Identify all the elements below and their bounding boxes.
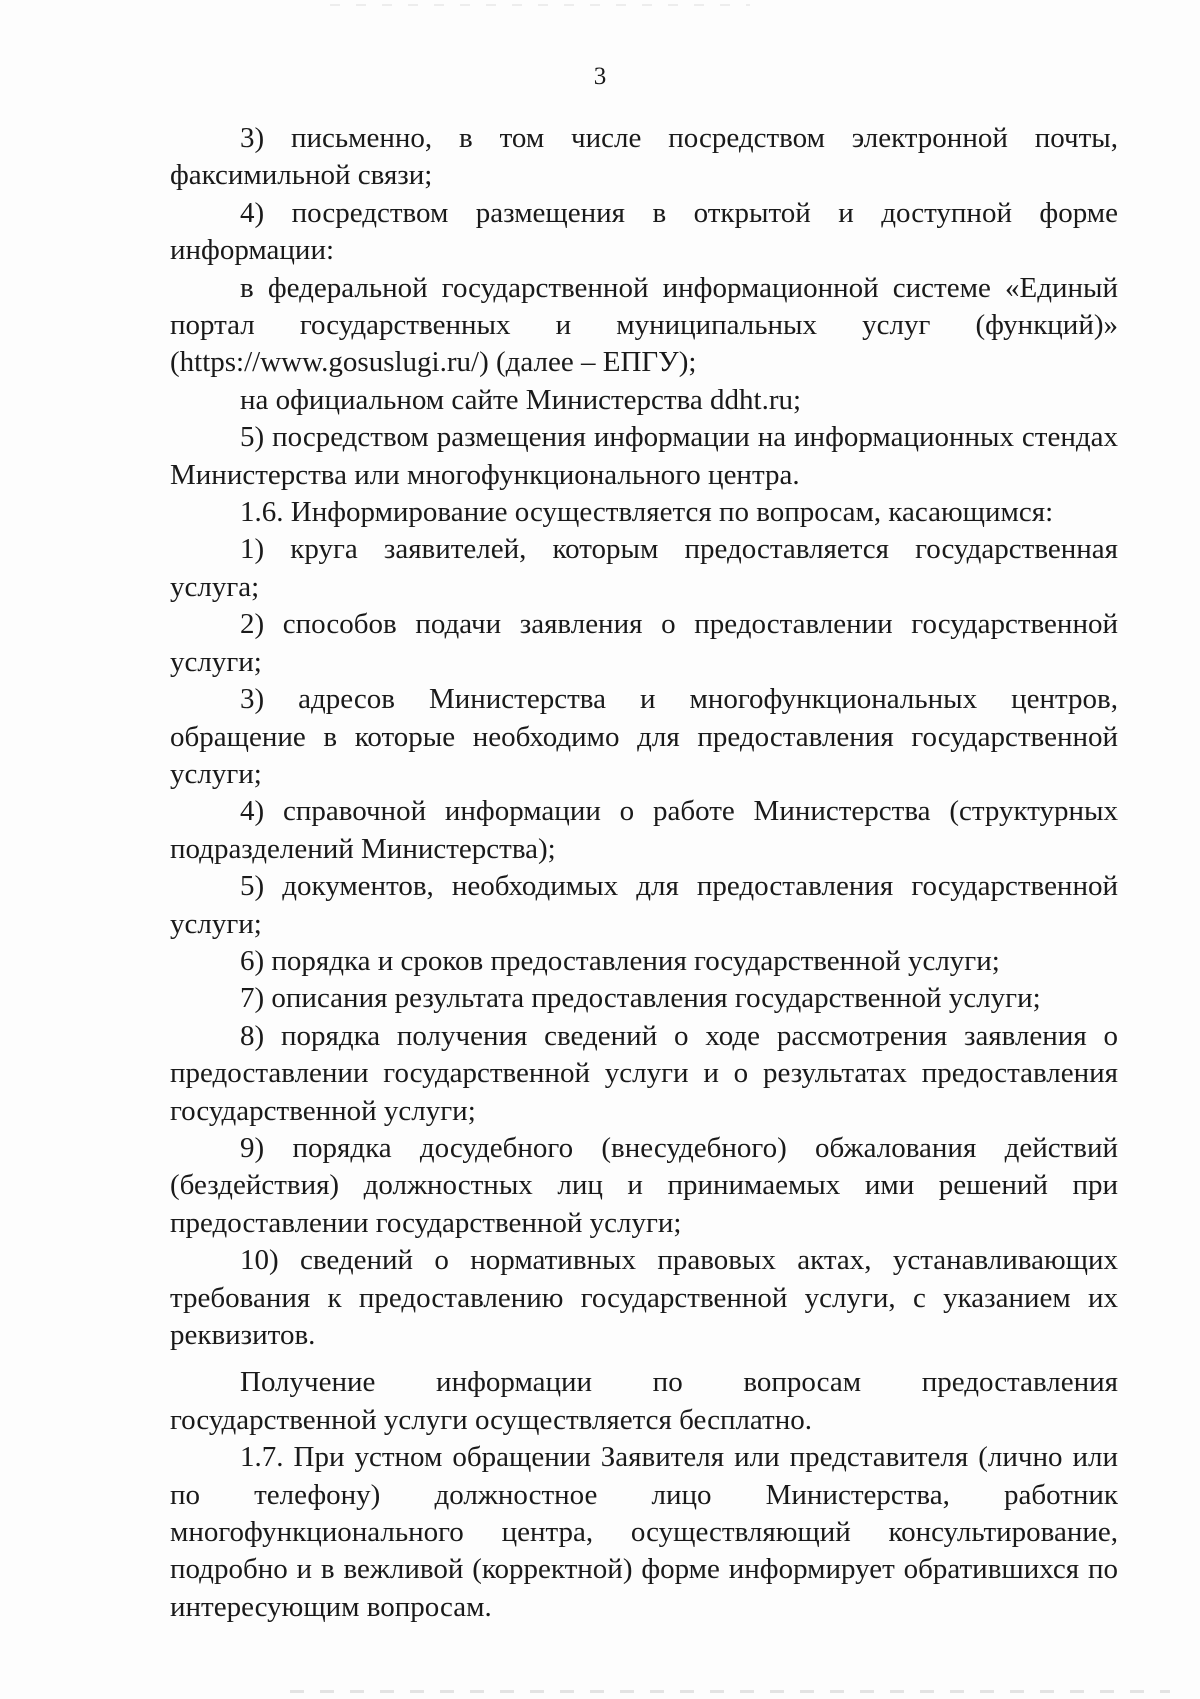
paragraph-official-site: на официальном сайте Министерства ddht.ru;	[240, 383, 802, 416]
list-item-8-progress-info: 8) порядка получения сведений о ходе рассмотрения заявления о предоставлении государственной услуги и о результатах предоставления государственной услуги;	[170, 1019, 1118, 1127]
list-item-10-legal-acts: 10) сведений о нормативных правовых актах, устанавливающих требования к предоставлению государственной услуги, с указанием их реквизитов.	[170, 1244, 1118, 1351]
document-body	[170, 120, 1118, 1626]
paragraph-section-1-6: 1.6. Информирование осуществляется по вопросам, касающимся:	[240, 496, 1054, 529]
list-item-1-applicants: 1) круга заявителей, которым предоставляется государственная услуга;	[170, 533, 1118, 603]
list-item-9-appeal: 9) порядка досудебного (внесудебного) обжалования действий (бездействия) должностных лиц и принимаемых ими решений при предоставлении государственной услуги;	[170, 1131, 1118, 1239]
scan-artifact-top	[330, 4, 750, 6]
list-item-6-procedure-terms: 6) порядка и сроков предоставления государственной услуги;	[240, 944, 1000, 977]
list-item-5-documents: 5) документов, необходимых для предоставления государственной услуги;	[170, 870, 1118, 940]
paragraph-item-4-publication: 4) посредством размещения в открытой и доступной форме информации:	[170, 196, 1118, 267]
list-item-3-addresses: 3) адресов Министерства и многофункциональных центров, обращение в которые необходимо для предоставления государственной услуги;	[170, 683, 1118, 790]
page-number: 3	[593, 63, 607, 90]
scan-artifact-bottom	[290, 1690, 1170, 1693]
paragraph-item-3-written: 3) письменно, в том числе посредством электронной почты, факсимильной связи;	[170, 122, 1118, 192]
paragraph-epgu-portal: в федеральной государственной информационной системе «Единый портал государственных и муниципальных услуг (функций)» (https://www.gosuslugi.ru/) (далее – ЕПГУ);	[170, 271, 1118, 379]
paragraph-item-5-stands: 5) посредством размещения информации на информационных стендах Министерства или многофункционального центра.	[170, 421, 1118, 491]
paragraph-section-1-7: 1.7. При устном обращении Заявителя или представителя (лично или по телефону) должностное лицо Министерства, работник многофункционального центра, осуществляющий консультирование, подробно и в вежливой (корректной) форме информирует обратившихся по интересующим вопросам.	[170, 1441, 1118, 1623]
list-item-7-result: 7) описания результата предоставления государственной услуги;	[240, 982, 1041, 1015]
list-item-2-submission-methods: 2) способов подачи заявления о предоставлении государственной услуги;	[170, 608, 1118, 678]
list-item-4-reference-info: 4) справочной информации о работе Министерства (структурных подразделений Министерства);	[170, 795, 1118, 865]
paragraph-free-information: Получение информации по вопросам предоставления государственной услуги осуществляется бесплатно.	[170, 1366, 1118, 1436]
